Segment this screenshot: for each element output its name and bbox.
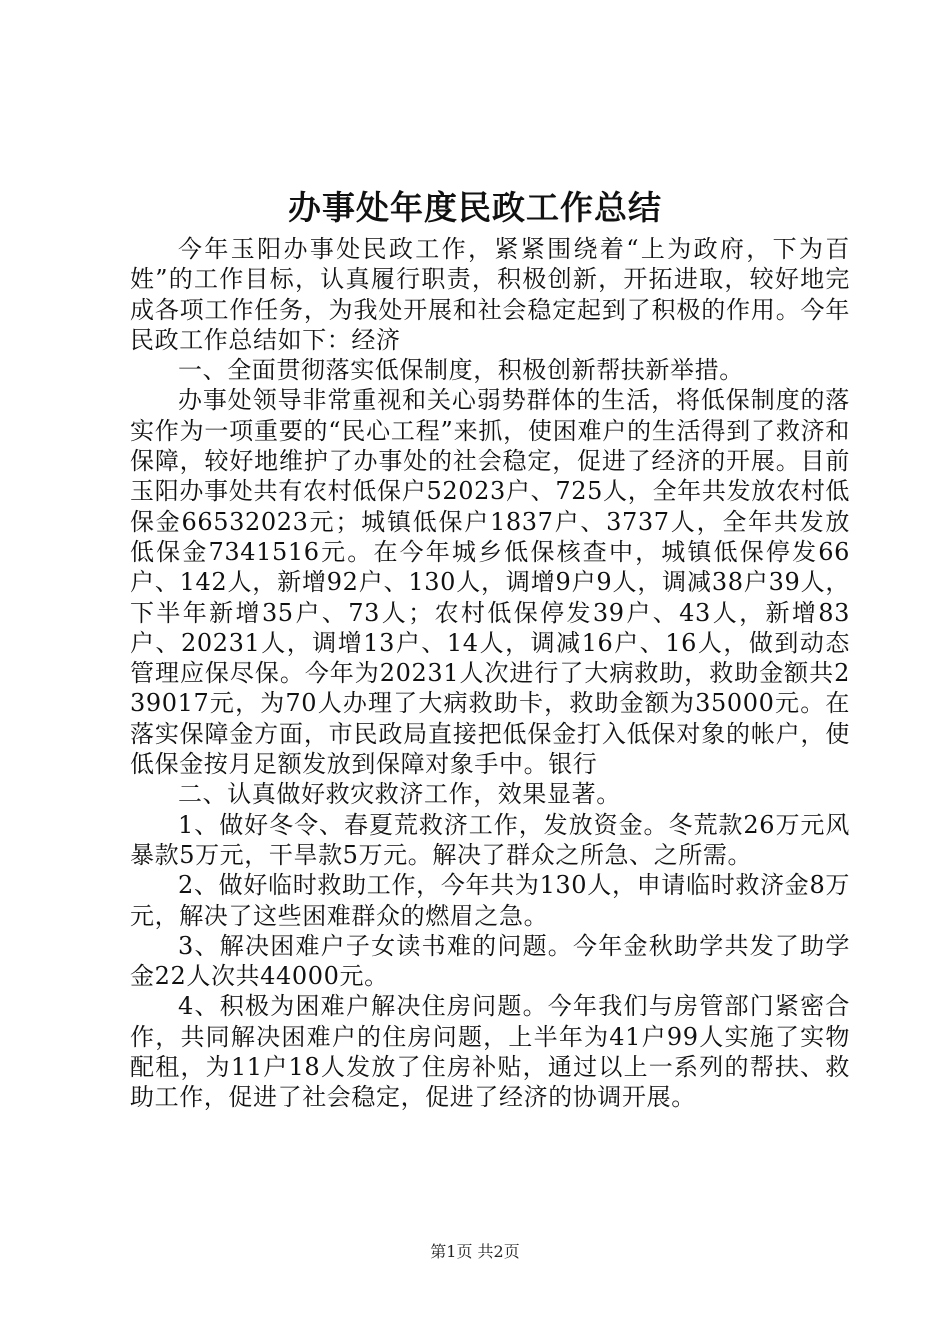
document-body [130,234,850,1113]
section-heading-1: 一、全面贯彻落实低保制度，积极创新帮扶新举措。 [178,356,744,385]
list-item-3: 3、解决困难户子女读书难的问题。今年金秋助学共发了助学金22人次共44000元。 [130,931,850,991]
section-heading-2: 二、认真做好救灾救济工作，效果显著。 [178,780,621,809]
list-item-2: 2、做好临时救助工作，今年共为130人，申请临时救济金8万元，解决了这些困难群众的燃眉之急。 [130,871,850,930]
document-title: 办事处年度民政工作总结 [288,188,662,227]
paragraph-low-income-support: 办事处领导非常重视和关心弱势群体的生活，将低保制度的落实作为一项重要的“民心工程”来抓，使困难户的生活得到了救济和保障，较好地维护了办事处的社会稳定，促进了经济的开展。目前玉阳办事处共有农村低保户52023户、725人，全年共发放农村低保金66532023元；城镇低保户1837户、3737人，全年共发放低保金7341516元。在今年城乡低保核查中，城镇低保停发66户、142人，新增92户、130人，调增9户9人，调减38户39人，下半年新增35户、73人；农村低保停发39户、43人，新增83户、20231人，调增13户、14人，调减16户、16人，做到动态管理应保尽保。今年为20231人次进行了大病救助，救助金额共239017元，为70人办理了大病救助卡，救助金额为35000元。在落实保障金方面，市民政局直接把低保金打入低保对象的帐户，使低保金按月足额发放到保障对象手中。银行 [130,386,850,779]
page-footer: 第1页 共2页 [430,1242,520,1261]
list-item-4: 4、积极为困难户解决住房问题。今年我们与房管部门紧密合作，共同解决困难户的住房问题，上半年为41户99人实施了实物配租，为11户18人发放了住房补贴，通过以上一系列的帮扶、救助工作，促进了社会稳定，促进了经济的协调开展。 [130,992,850,1112]
list-item-1: 1、做好冬令、春夏荒救济工作，发放资金。冬荒款26万元风暴款5万元，干旱款5万元。解决了群众之所急、之所需。 [130,810,850,869]
paragraph-intro: 今年玉阳办事处民政工作，紧紧围绕着“上为政府，下为百姓”的工作目标，认真履行职责，积极创新，开拓进取，较好地完成各项工作任务，为我处开展和社会稳定起到了积极的作用。今年民政工作总结如下：经济 [130,235,850,354]
